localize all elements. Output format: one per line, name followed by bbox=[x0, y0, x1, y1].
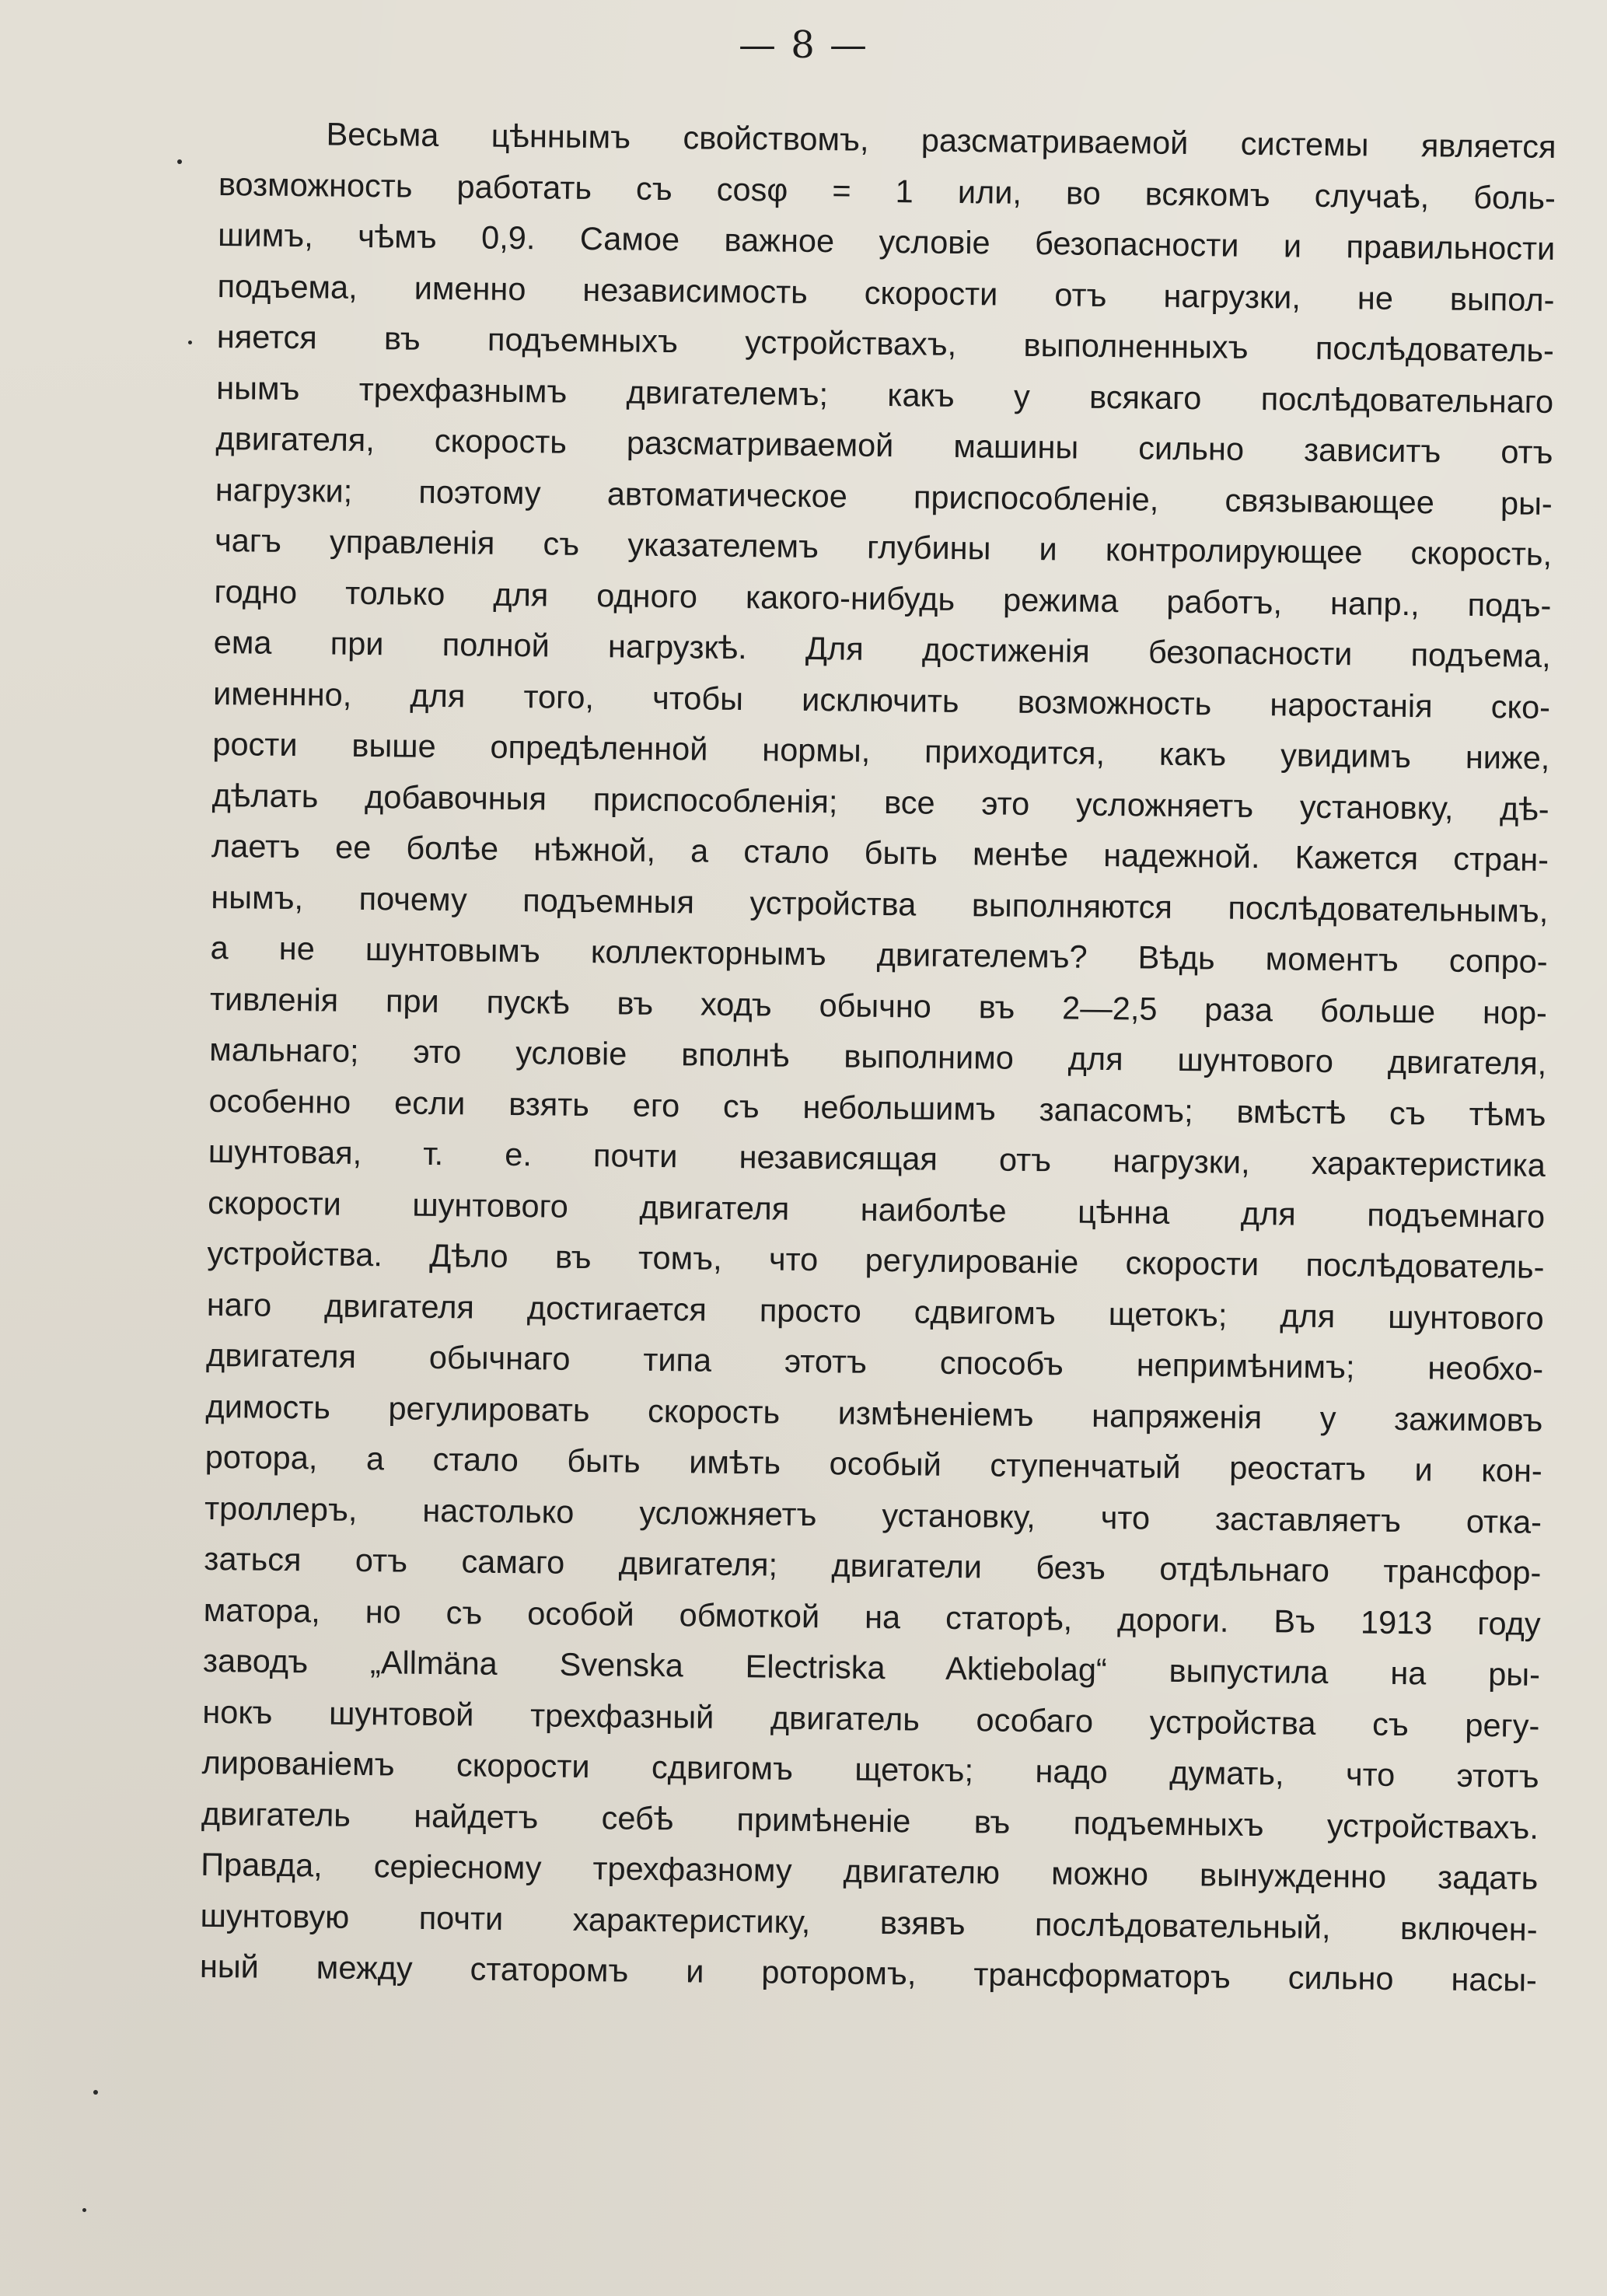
text-line: двигателя обычнаго типа этотъ способъ непримѣнимъ; необхо- bbox=[205, 1336, 1544, 1387]
text-line: устройства. Дѣло въ томъ, что регулированіе скорости послѣдователь- bbox=[207, 1234, 1545, 1285]
scan-speck bbox=[82, 2208, 86, 2212]
text-line: заводъ „Allmäna Svenska Electriska Aktiebolag“ выпустила на ры- bbox=[202, 1641, 1541, 1693]
text-line: наго двигателя достигается просто сдвигомъ щетокъ; для шунтового bbox=[206, 1285, 1545, 1337]
text-line: скорости шунтового двигателя наиболѣе цѣнна для подъемнаго bbox=[208, 1183, 1546, 1235]
text-line: годно только для одного какого-нибудь режима работъ, напр., подъ- bbox=[214, 572, 1552, 624]
text-line: ротора, а стало быть имѣть особый ступенчатый реостатъ и кон- bbox=[204, 1438, 1542, 1489]
text-line: димость регулировать скорость измѣненіемъ напряженія у зажимовъ bbox=[205, 1387, 1543, 1438]
text-line: нымъ, почему подъемныя устройства выполняются послѣдовательнымъ, bbox=[211, 878, 1549, 929]
text-line: подъема, именно независимость скорости отъ нагрузки, не выпол- bbox=[217, 267, 1555, 318]
text-line: возможность работать съ cosφ = 1 или, во всякомъ случаѣ, боль- bbox=[218, 165, 1556, 216]
text-line: Правда, серіесному трехфазному двигателю можно вынужденно задать bbox=[201, 1845, 1539, 1896]
text-line: лированіемъ скорости сдвигомъ щетокъ; надо думать, что этотъ bbox=[201, 1743, 1539, 1795]
text-line: дѣлать добавочныя приспособленія; все это усложняетъ установку, дѣ- bbox=[211, 776, 1549, 827]
text-line: нокъ шунтовой трехфазный двигатель особаго устройства съ регу- bbox=[202, 1693, 1540, 1744]
text-line: именнно, для того, чтобы исключить возможность наростанія ско- bbox=[212, 674, 1551, 725]
page-number: — 8 — bbox=[738, 23, 869, 67]
text-line: Весьма цѣннымъ свойствомъ, разсматриваемой системы является bbox=[326, 115, 1556, 166]
text-line: двигатель найдетъ себѣ примѣненіе въ подъемныхъ устройствахъ. bbox=[201, 1795, 1539, 1846]
text-line: ема при полной нагрузкѣ. Для достиженія безопасности подъема, bbox=[213, 623, 1551, 674]
text-line: тивленія при пускѣ въ ходъ обычно въ 2—2,5 раза больше нор- bbox=[209, 980, 1548, 1031]
text-line: нагрузки; поэтому автоматическое приспособленіе, связывающее ры- bbox=[215, 470, 1553, 522]
text-line: матора, но съ особой обмоткой на статорѣ, дороги. Въ 1913 году bbox=[203, 1591, 1541, 1642]
body-paragraph bbox=[200, 107, 1556, 2005]
text-line: мальнаго; это условіе вполнѣ выполнимо для шунтового двигателя, bbox=[209, 1030, 1547, 1082]
text-line: особенно если взять его съ небольшимъ запасомъ; вмѣстѣ съ тѣмъ bbox=[208, 1082, 1546, 1133]
text-line: заться отъ самаго двигателя; двигатели безъ отдѣльнаго трансфор- bbox=[204, 1539, 1542, 1591]
scan-speck bbox=[177, 159, 182, 164]
scan-speck bbox=[188, 341, 192, 344]
text-line: шунтовую почти характеристику, взявъ послѣдовательный, включен- bbox=[200, 1896, 1538, 1948]
text-line: рости выше опредѣленной нормы, приходится, какъ увидимъ ниже, bbox=[212, 725, 1550, 776]
text-line: троллеръ, настолько усложняетъ установку, что заставляетъ отка- bbox=[204, 1489, 1542, 1540]
text-line: няется въ подъемныхъ устройствахъ, выполненныхъ послѣдователь- bbox=[216, 317, 1555, 369]
text-line: шунтовая, т. е. почти независящая отъ нагрузки, характеристика bbox=[208, 1132, 1546, 1183]
text-line: ный между статоромъ и роторомъ, трансформаторъ сильно насы- bbox=[199, 1947, 1538, 1998]
text-line: а не шунтовымъ коллекторнымъ двигателемъ? Вѣдь моментъ сопро- bbox=[210, 928, 1548, 980]
text-line: двигателя, скорость разсматриваемой машины сильно зависитъ отъ bbox=[215, 419, 1553, 470]
scan-speck bbox=[93, 2090, 98, 2095]
text-line: чагъ управленія съ указателемъ глубины и контролирующее скорость, bbox=[214, 521, 1553, 572]
text-line: нымъ трехфазнымъ двигателемъ; какъ у всякаго послѣдовательнаго bbox=[215, 369, 1554, 420]
text-line: лаетъ ее болѣе нѣжной, а стало быть менѣе надежной. Кажется стран- bbox=[211, 826, 1549, 878]
text-line: шимъ, чѣмъ 0,9. Самое важное условіе безопасности и правильности bbox=[218, 215, 1556, 267]
